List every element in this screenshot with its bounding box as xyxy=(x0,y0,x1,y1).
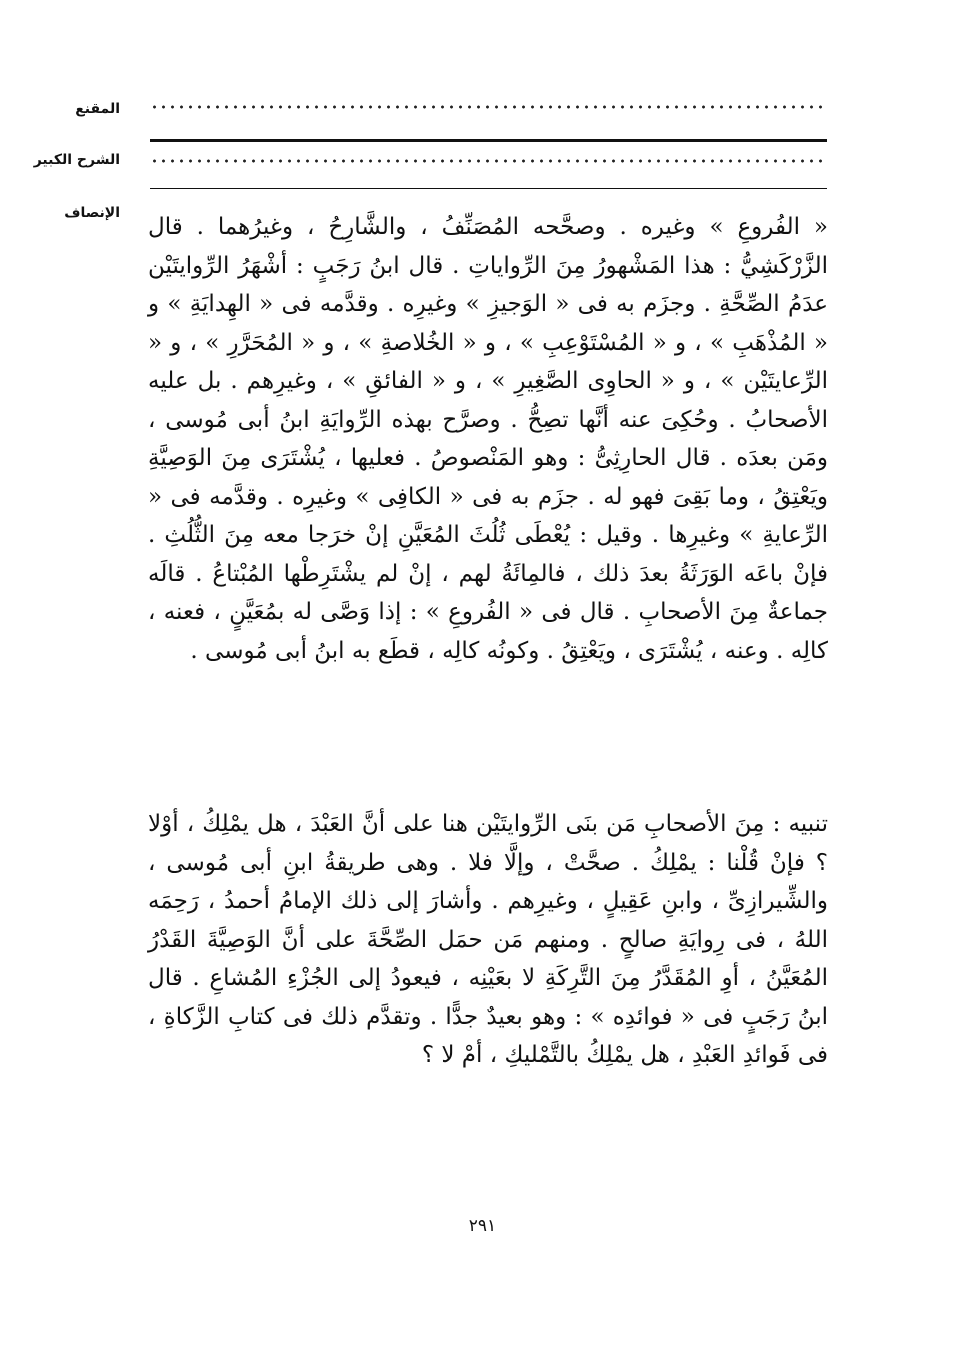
margin-label-muqni: المقنع xyxy=(75,101,120,117)
insaf-paragraph: « الفُروعِ » وغيره . وصحَّحه المُصَنِّفُ ، والشَّارِحُ ، وغيرُهما . قال الزَّرْكَشِيُّ : هذا المَشْهورُ مِنَ الرِّواياتِ . قال ابنُ رَجَبٍ : أشْهَرُ الرِّوايتَيْن عدَمُ الصِّحَّةِ . وجزَم به فى « الوَجيزِ » وغيرِه . وقدَّمه فى « الهِدايَةِ » و « المُذْهَبِ » ، و « المُسْتَوْعِبِ » ، و « الخُلاصةِ » ، و « المُحَرَّرِ » ، و « الرِّعايتَيْن » ، و « الحاوِى الصَّغِيرِ » ، و « الفائقِ » ، وغيرِهم . بل عليه الأصحابُ . وحُكِىَ عنه أنَّها تصِحُّ . وصرَّح بهذه الرِّوايَةِ ابنُ أبى مُوسى ، ومَن بعدَه . قال الحارِثِىُّ : وهو المَنْصوصُ . فعليها ، يُشْتَرَى مِنَ الوَصِيَّةِ ويَعْتِقُ ، وما بَقِىَ فهو له . جزَم به فى « الكافِى » وغيرِه . وقدَّمه فى « الرِّعايةِ » وغيرِها . وقيل : يُعْطَى ثُلُثَ المُعَيَّنِ إنْ خرَجا معه مِنَ الثُّلُثِ . فإنْ باعَه الوَرَثَةُ بعدَ ذلك ، فالمِائَةُ لهم ، إنْ لم يشْتَرِطْها المُبْتاعُ . قالَه جماعةٌ مِنَ الأصحابِ . قال فى « الفُروعِ » : إذا وَصَّى له بمُعَيَّنٍ ، فعنه ، كالِه . وعنه ، يُشْتَرَى ، ويَعْتِقُ . وكونُه كالِه ، قطَع به ابنُ أبى مُوسى . xyxy=(148,214,828,664)
sharh-kabir-dotted-line xyxy=(150,158,825,164)
section-divider-thick xyxy=(150,139,827,142)
muqni-dotted-line xyxy=(150,104,825,110)
insaf-text-block xyxy=(148,208,828,670)
tanbih-paragraph: تنبيه : مِنَ الأصحابِ مَن بنَى الرِّوايتَيْن هنا على أنَّ العَبْدَ ، هل يمْلِكُ ، أوْلا ؟ فإنْ قُلْنا : يمْلِكُ . صحَّتْ ، وإلَّا فلا . وهى طريقةُ ابنِ أبى مُوسى ، والشِّيرازِىِّ ، وابنِ عَقِيلٍ ، وغيرِهم . وأشارَ إلى ذلك الإمامُ أحمدُ ، رَحِمَه اللهُ ، فى رِوايَةِ صالحٍ . ومنهم مَن حمَل الصِّحَّةَ على أنَّ الوَصِيَّةَ القَدْرُ المُعَيَّنُ ، أوِ المُقَدَّرُ مِنَ التَّرِكَةِ لا بعَيْنِه ، فيعودُ إلى الجُزْءِ المُشاعِ . قال ابنُ رَجَبٍ فى « فوائدِه » : وهو بعيدٌ جدًّا . وتقدَّم ذلك فى كتابِ الزَّكاةِ ، فى فَوائدِ العَبْدِ ، هل يمْلِكُ بالتَّمْليكِ ، أمْ لا ؟ xyxy=(148,811,828,1068)
tanbih-text-block xyxy=(148,805,828,1075)
page-number: ٢٩١ xyxy=(468,1216,497,1236)
margin-label-insaf: الإنصاف xyxy=(64,205,120,221)
section-divider-thin xyxy=(150,188,827,189)
margin-label-sharh-kabir: الشرح الكبير xyxy=(33,152,120,168)
